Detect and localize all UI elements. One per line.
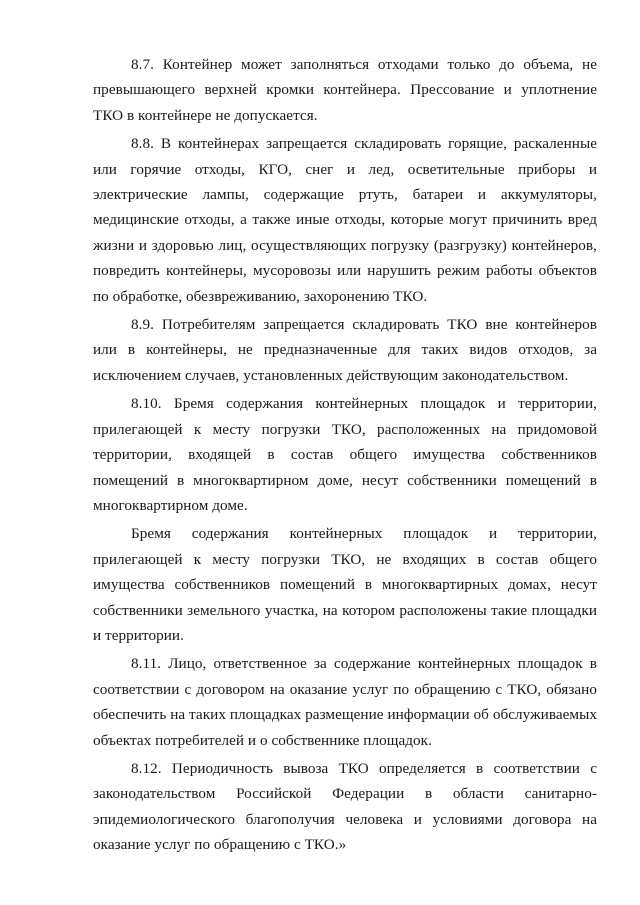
paragraph-8-11: 8.11. Лицо, ответственное за содержание контейнерных площадок в соответствии с договором на оказание услуг по обращению с ТКО, обязано обеспечить на таких площадках размещение информации об обслуживаемых объектах потребителей и о собственнике площадок.: [93, 655, 597, 749]
document-body: [93, 52, 597, 858]
paragraph-8-10-continued: Бремя содержания контейнерных площадок и территории, прилегающей к месту погрузки ТКО, не входящих в состав общего имущества собственников помещений в многоквартирных домах, несут собственники земельного участка, на котором расположены такие площадки и территории.: [93, 525, 597, 644]
paragraph-8-12: 8.12. Периодичность вывоза ТКО определяется в соответствии с законодательством Российской Федерации в области санитарно-эпидемиологического благополучия человека и условиями договора на оказание услуг по обращению с ТКО.»: [93, 759, 597, 854]
paragraph-8-9: 8.9. Потребителям запрещается складировать ТКО вне контейнеров или в контейнеры, не предназначенные для таких видов отходов, за исключением случаев, установленных действующим законодательством.: [93, 316, 597, 384]
paragraph-8-8: 8.8. В контейнерах запрещается складировать горящие, раскаленные или горячие отходы, КГО, снег и лед, осветительные приборы и электрические лампы, содержащие ртуть, батареи и аккумуляторы, медицинские отходы, а также иные отходы, которые могут причинить вред жизни и здоровью лиц, осуществляющих погрузку (разгрузку) контейнеров, повредить контейнеры, мусоровозы или нарушить режим работы объектов по обработке, обезвреживанию, захоронению ТКО.: [93, 135, 597, 305]
paragraph-8-7: 8.7. Контейнер может заполняться отходами только до объема, не превышающего верхней кромки контейнера. Прессование и уплотнение ТКО в контейнере не допускается.: [93, 56, 597, 124]
paragraph-8-10: 8.10. Бремя содержания контейнерных площадок и территории, прилегающей к месту погрузки ТКО, расположенных на придомовой территории, входящей в состав общего имущества собственников помещений в многоквартирном доме, несут собственники помещений в многоквартирном доме.: [93, 395, 597, 514]
